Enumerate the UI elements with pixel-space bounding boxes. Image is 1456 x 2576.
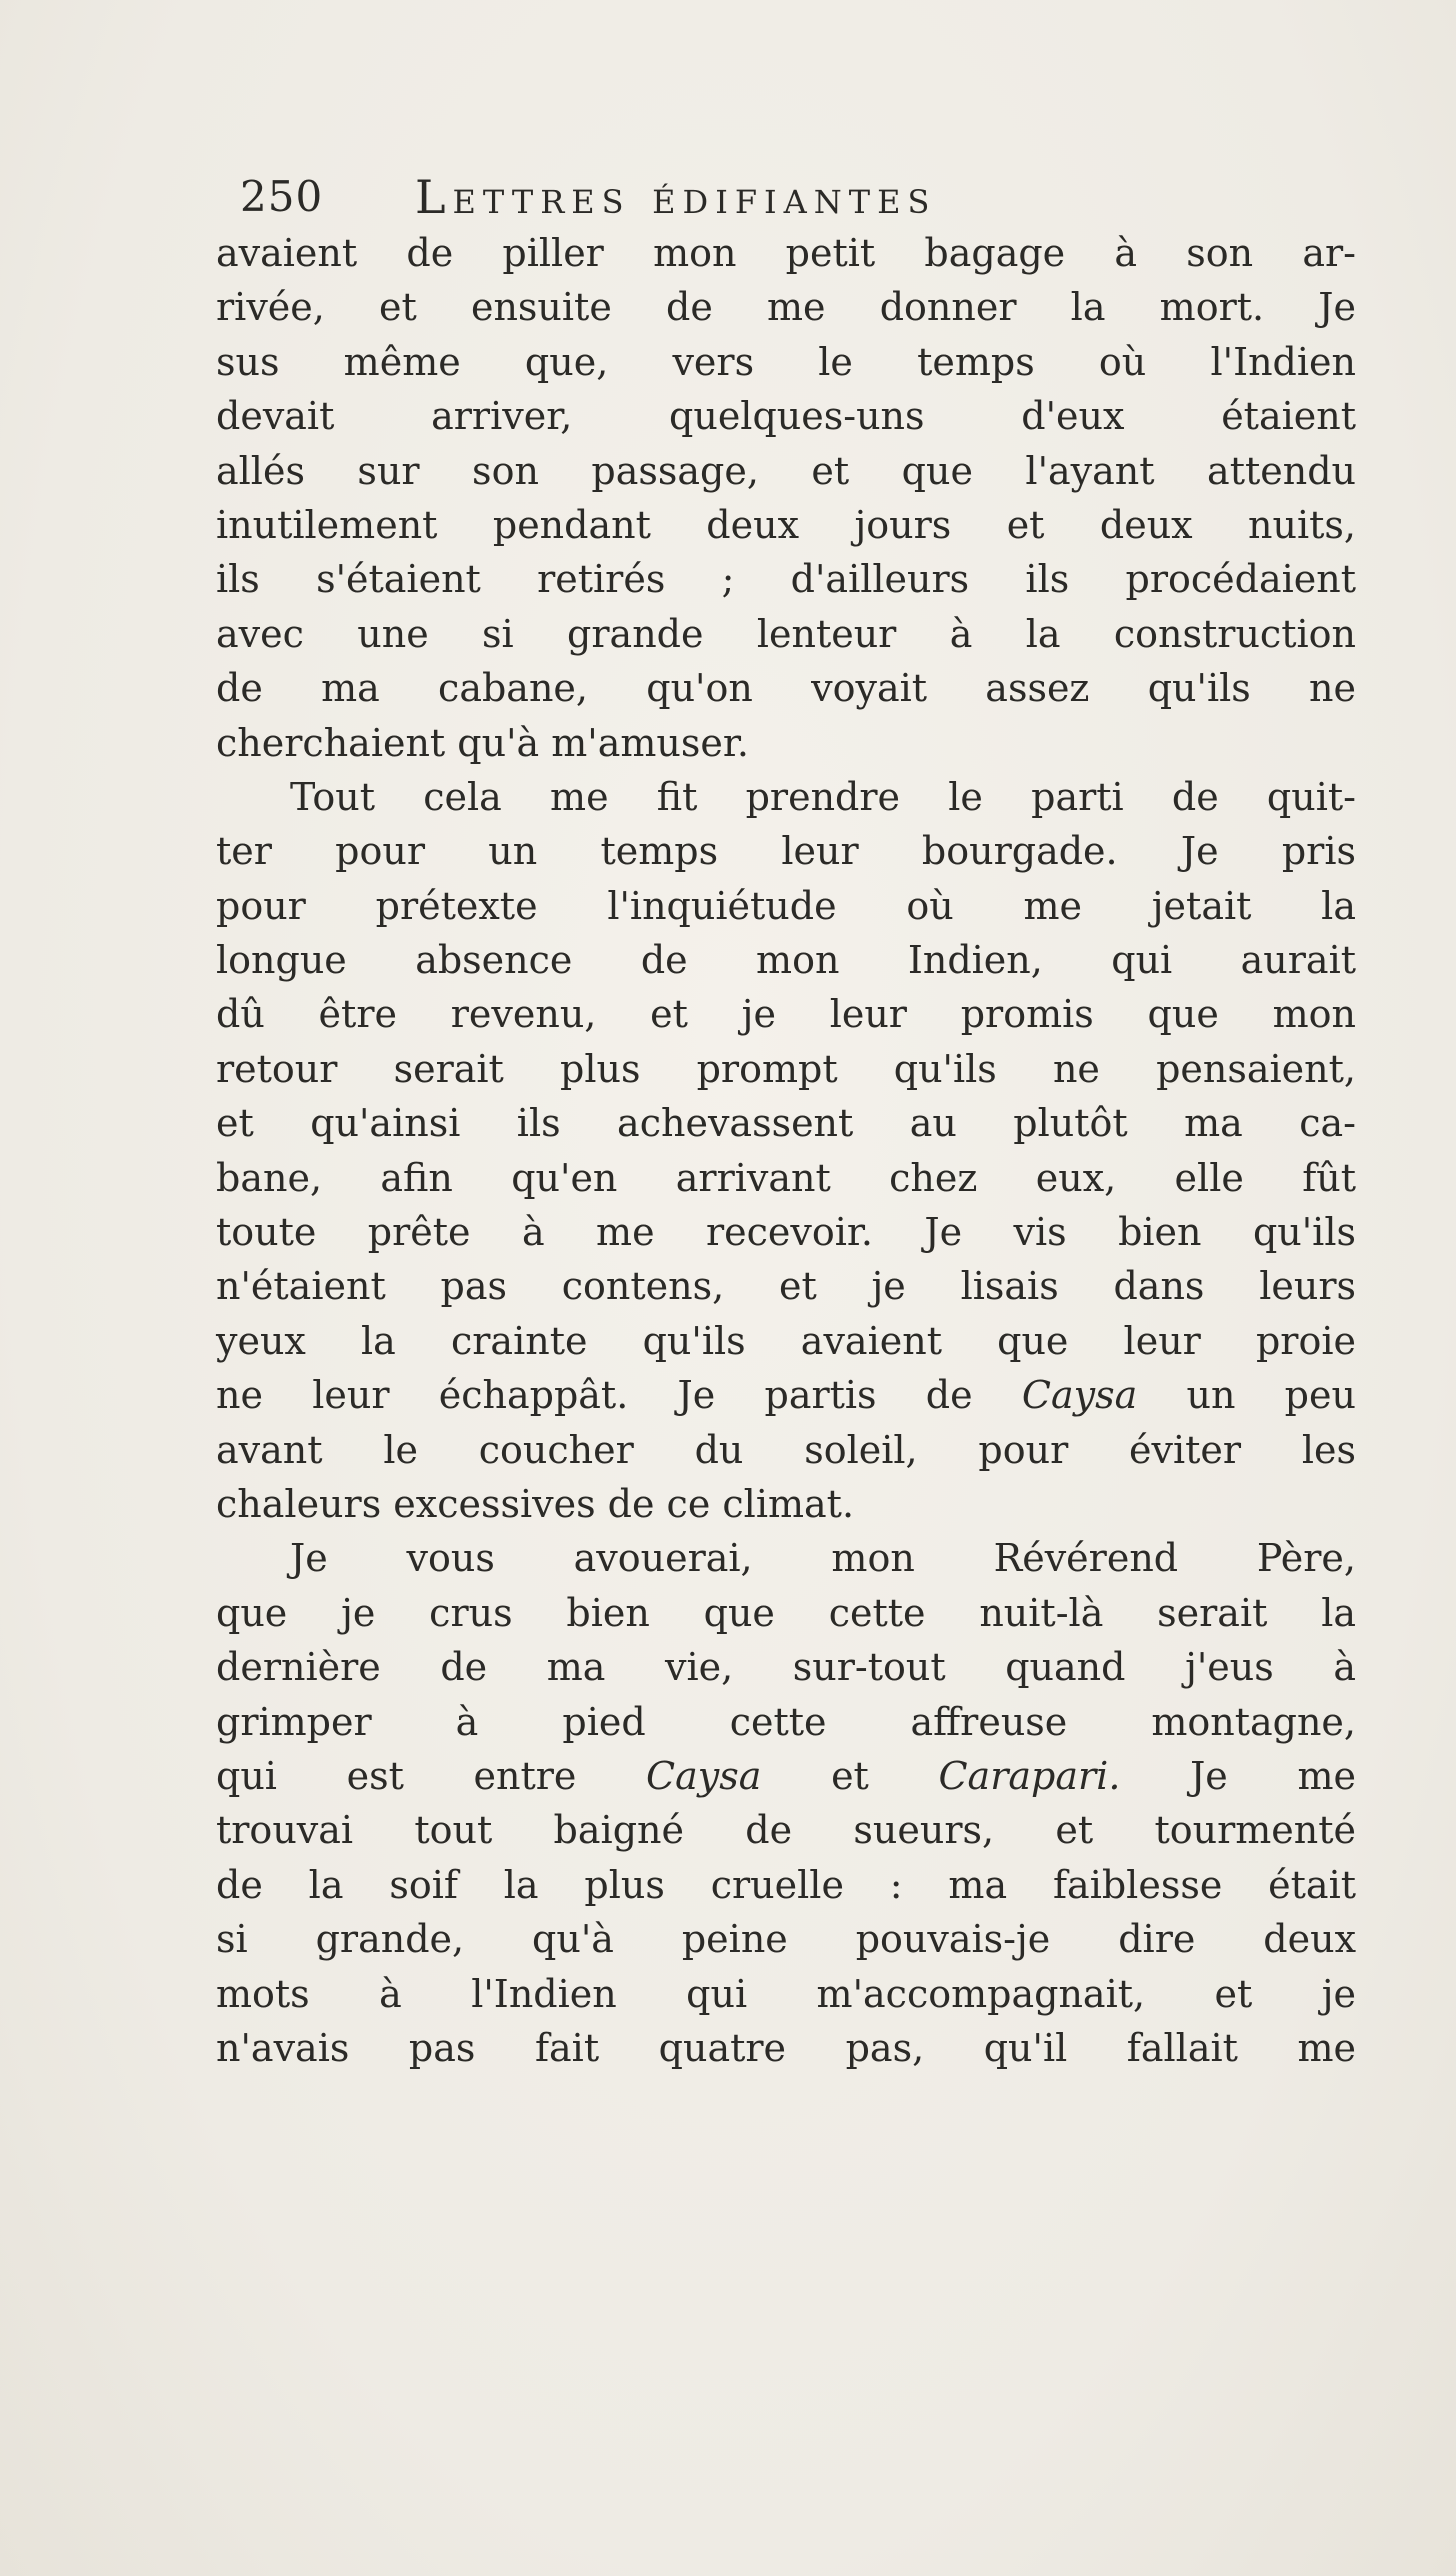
paragraph-start-line: Tout cela me fit prendre le parti de quit- xyxy=(290,774,1356,819)
text-line: n'étaient pas contens, et je lisais dans leurs xyxy=(216,1264,1356,1309)
text-line: rivée, et ensuite de me donner la mort. Je xyxy=(216,285,1356,330)
text-line: avaient de piller mon petit bagage à son ar- xyxy=(216,231,1356,275)
text-line: avant le coucher du soleil, pour éviter les xyxy=(216,1427,1356,1472)
place-name-caysa: Caysa xyxy=(1021,1373,1138,1418)
text-line: retour serait plus prompt qu'ils ne pensaient, xyxy=(216,1046,1356,1091)
text-line: inutilement pendant deux jours et deux nuits, xyxy=(216,502,1356,547)
text-line xyxy=(216,1749,1356,1803)
place-name-carapari: Carapari. xyxy=(938,1753,1121,1798)
body-text xyxy=(216,226,1356,2075)
text-line xyxy=(216,1368,1356,1422)
text-segment: Je me xyxy=(1190,1753,1356,1798)
text-line: allés sur son passage, et que l'ayant attendu xyxy=(216,448,1356,493)
text-segment: et xyxy=(831,1753,869,1798)
text-line: que je crus bien que cette nuit-là serait la xyxy=(216,1590,1356,1635)
text-line: toute prête à me recevoir. Je vis bien qu'ils xyxy=(216,1210,1356,1255)
text-line: devait arriver, quelques-uns d'eux étaient xyxy=(216,394,1356,439)
text-line: si grande, qu'à peine pouvais-je dire deux xyxy=(216,1917,1356,1962)
running-head: Lettres édifiantes xyxy=(415,170,937,224)
text-line: bane, afin qu'en arrivant chez eux, elle fût xyxy=(216,1155,1356,1200)
place-name-caysa: Caysa xyxy=(646,1753,762,1798)
text-line: de la soif la plus cruelle : ma faiblesse était xyxy=(216,1862,1356,1907)
text-segment: ne leur échappât. Je partis de xyxy=(216,1373,973,1418)
text-line: dû être revenu, et je leur promis que mon xyxy=(216,992,1356,1037)
text-line: yeux la crainte qu'ils avaient que leur proie xyxy=(216,1318,1356,1363)
text-line: mots à l'Indien qui m'accompagnait, et je xyxy=(216,1971,1356,2016)
text-line: pour prétexte l'inquiétude où me jetait la xyxy=(216,883,1356,928)
text-line: chaleurs excessives de ce climat. xyxy=(216,1481,855,1526)
text-line: dernière de ma vie, sur-tout quand j'eus à xyxy=(216,1645,1356,1690)
text-segment: un peu xyxy=(1186,1373,1356,1418)
text-line: ils s'étaient retirés ; d'ailleurs ils procédaient xyxy=(216,557,1356,602)
text-line: avec une si grande lenteur à la construction xyxy=(216,611,1356,656)
text-line: longue absence de mon Indien, qui aurait xyxy=(216,938,1356,983)
text-line: trouvai tout baigné de sueurs, et tourmenté xyxy=(216,1808,1356,1853)
text-line: et qu'ainsi ils achevassent au plutôt ma ca- xyxy=(216,1101,1356,1146)
paragraph-start-line: Je vous avouerai, mon Révérend Père, xyxy=(290,1536,1356,1581)
text-line: n'avais pas fait quatre pas, qu'il fallait me xyxy=(216,2025,1356,2070)
text-line: ter pour un temps leur bourgade. Je pris xyxy=(216,829,1356,874)
text-line: de ma cabane, qu'on voyait assez qu'ils ne xyxy=(216,666,1356,711)
text-line: grimper à pied cette affreuse montagne, xyxy=(216,1699,1356,1744)
page-number: 250 xyxy=(240,172,324,221)
text-segment: qui est entre xyxy=(216,1753,577,1798)
text-line: cherchaient qu'à m'amuser. xyxy=(216,720,749,765)
text-line: sus même que, vers le temps où l'Indien xyxy=(216,339,1356,384)
